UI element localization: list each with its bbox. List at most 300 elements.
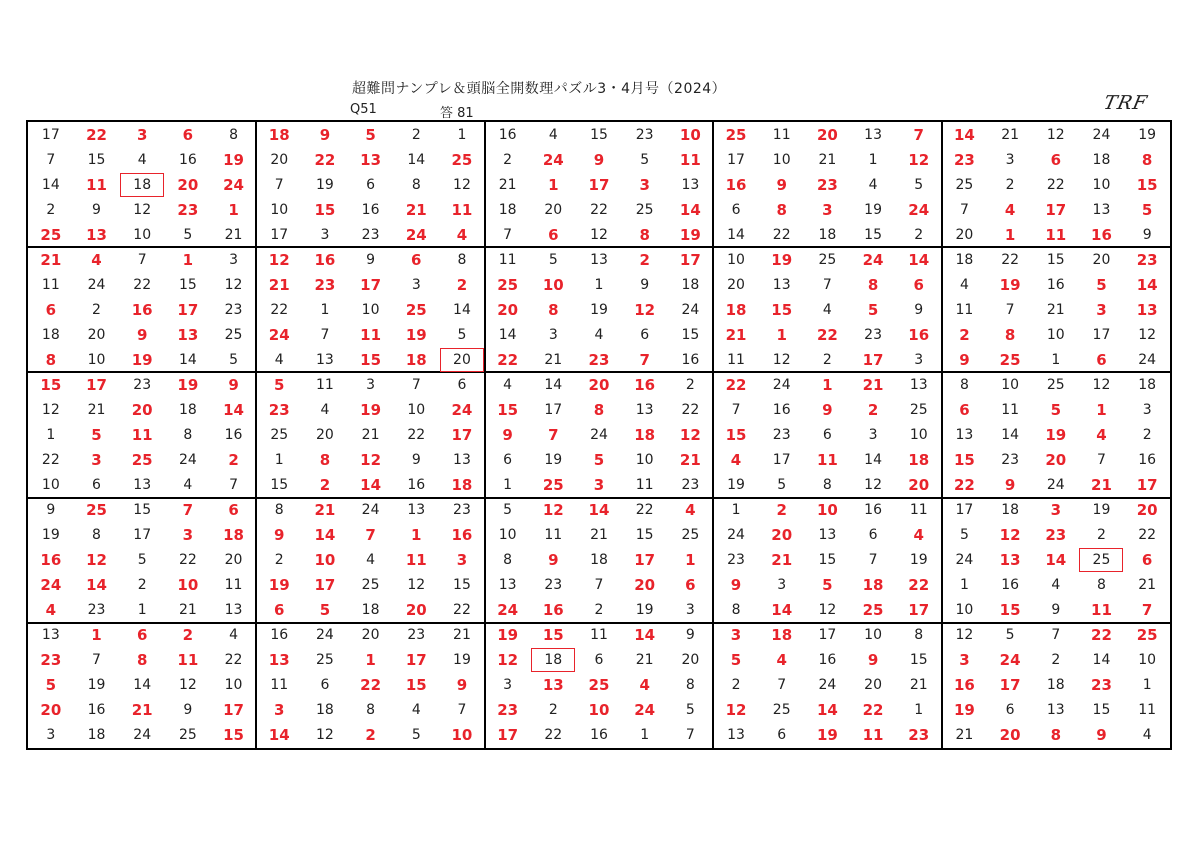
grid-cell: 2	[1142, 426, 1152, 443]
grid-cell: 11	[590, 627, 608, 644]
grid-cell: 2	[867, 400, 879, 419]
grid-cell: 9	[1051, 602, 1061, 619]
grid-cell: 23	[177, 200, 199, 219]
grid-cell: 21	[87, 401, 106, 418]
grid-cell: 3	[274, 701, 285, 720]
grid-cell: 25	[224, 326, 243, 343]
grid-cell: 25	[955, 176, 974, 193]
grid-cell: 7	[913, 125, 924, 144]
grid-cell: 13	[316, 351, 334, 368]
grid-cell: 10	[1138, 652, 1157, 669]
grid-cell: 12	[1092, 376, 1111, 393]
grid-cell: 4	[548, 126, 558, 143]
grid-cell: 6	[1096, 350, 1107, 369]
grid-cell: 18	[634, 425, 656, 444]
grid-cell: 2	[1097, 527, 1106, 544]
grid-cell: 13	[177, 325, 199, 344]
grid-cell: 14	[268, 726, 290, 745]
grid-cell: 9	[914, 301, 924, 318]
grid-cell: 24	[40, 576, 62, 595]
grid-cell: 11	[270, 677, 289, 694]
grid-cell: 10	[87, 351, 106, 368]
grid-cell: 4	[1142, 727, 1152, 744]
grid-cell: 12	[999, 526, 1021, 545]
grid-cell: 22	[862, 701, 884, 720]
grid-cell: 19	[360, 400, 382, 419]
grid-cell: 25	[542, 476, 564, 495]
grid-cell: 16	[772, 401, 791, 418]
grid-cell: 14	[314, 526, 336, 545]
grid-cell: 7	[685, 727, 695, 744]
grid-cell: 8	[274, 502, 284, 519]
grid-cell: 18	[41, 326, 60, 343]
grid-cell: 12	[955, 627, 974, 644]
grid-cell: 23	[1001, 452, 1020, 469]
grid-cell: 3	[229, 251, 239, 268]
grid-cell: 1	[1004, 225, 1016, 244]
grid-cell: 3	[1096, 300, 1107, 319]
grid-cell: 23	[497, 701, 519, 720]
grid-cell: 24	[497, 601, 519, 620]
grid-cell: 5	[822, 576, 833, 595]
grid-cell: 19	[497, 626, 519, 645]
grid-cell: 9	[456, 676, 468, 695]
grid-cell: 21	[131, 701, 153, 720]
grid-cell: 3	[136, 125, 148, 144]
grid-cell: 14	[360, 476, 382, 495]
grid-cell: 16	[407, 477, 426, 494]
grid-cell: 25	[178, 727, 197, 744]
grid-cell: 4	[776, 651, 787, 670]
grid-cell: 4	[868, 176, 878, 193]
grid-cell: 6	[731, 201, 741, 218]
grid-cell: 22	[1091, 626, 1112, 645]
grid-cell: 1	[959, 577, 969, 594]
grid-cell: 15	[1046, 251, 1065, 268]
grid-cell: 21	[498, 176, 517, 193]
grid-cell: 6	[228, 501, 239, 520]
sudoku-board	[26, 120, 1172, 750]
grid-cell: 25	[1079, 548, 1125, 573]
grid-cell: 3	[182, 526, 194, 545]
grid-cell: 9	[228, 375, 239, 394]
grid-cell: 13	[360, 150, 382, 169]
grid-cell: 12	[360, 451, 382, 470]
grid-cell: 7	[777, 677, 787, 694]
grid-cell: 4	[822, 301, 832, 318]
grid-cell: 12	[1046, 126, 1065, 143]
grid-cell: 5	[411, 727, 421, 744]
grid-cell: 19	[1138, 126, 1157, 143]
grid-cell: 10	[1092, 176, 1111, 193]
grid-cell: 2	[1005, 176, 1015, 193]
grid-cell: 1	[640, 727, 650, 744]
grid-cell: 8	[319, 451, 331, 470]
grid-cell: 17	[41, 126, 60, 143]
grid-cell: 23	[544, 577, 563, 594]
grid-cell: 7	[457, 702, 467, 719]
grid-cell: 24	[223, 175, 244, 194]
grid-cell: 21	[361, 426, 380, 443]
grid-cell: 20	[999, 726, 1021, 745]
grid-cell: 25	[725, 125, 747, 144]
grid-cell: 17	[862, 350, 884, 369]
grid-cell: 7	[1051, 627, 1061, 644]
grid-cell: 21	[725, 325, 747, 344]
grid-cell: 19	[590, 301, 608, 318]
grid-cell: 14	[544, 376, 563, 393]
grid-cell: 6	[411, 250, 422, 269]
grid-cell: 14	[679, 200, 701, 219]
grid-cell: 23	[864, 326, 882, 343]
grid-cell: 22	[270, 301, 289, 318]
grid-cell: 22	[681, 401, 700, 418]
grid-cell: 7	[46, 151, 56, 168]
grid-cell: 12	[679, 425, 701, 444]
grid-cell: 12	[590, 226, 608, 243]
grid-cell: 16	[1046, 276, 1065, 293]
grid-cell: 22	[953, 476, 975, 495]
grid-cell: 14	[41, 176, 60, 193]
grid-cell: 15	[405, 676, 427, 695]
grid-cell: 20	[1136, 501, 1158, 520]
grid-cell: 6	[45, 300, 57, 319]
grid-cell: 1	[320, 301, 330, 318]
grid-cell: 1	[1142, 677, 1152, 694]
grid-cell: 23	[635, 126, 654, 143]
grid-cell: 20	[270, 151, 289, 168]
grid-cell: 11	[451, 200, 473, 219]
grid-cell: 25	[818, 251, 837, 268]
grid-cell: 5	[593, 451, 605, 470]
grid-cell: 21	[224, 226, 243, 243]
grid-cell: 10	[1001, 376, 1020, 393]
grid-cell: 23	[407, 627, 426, 644]
grid-cell: 19	[953, 701, 975, 720]
grid-cell: 8	[366, 702, 376, 719]
grid-cell: 25	[635, 201, 654, 218]
grid-cell: 12	[86, 551, 107, 570]
grid-cell: 23	[1045, 526, 1067, 545]
grid-cell: 20	[588, 375, 610, 394]
grid-cell: 7	[274, 176, 284, 193]
grid-cell: 18	[955, 251, 974, 268]
grid-cell: 1	[182, 250, 194, 269]
grid-cell: 6	[274, 601, 285, 620]
grid-cell: 17	[223, 701, 244, 720]
grid-cell: 4	[366, 552, 376, 569]
grid-cell: 25	[588, 676, 610, 695]
grid-cell: 13	[727, 727, 745, 744]
grid-cell: 8	[639, 225, 650, 244]
grid-cell: 24	[133, 727, 152, 744]
grid-cell: 12	[772, 351, 791, 368]
grid-cell: 15	[1136, 175, 1158, 194]
grid-cell: 16	[1001, 577, 1020, 594]
grid-cell: 23	[224, 301, 243, 318]
grid-cell: 21	[1138, 577, 1157, 594]
grid-cell: 8	[411, 176, 421, 193]
grid-cell: 19	[1045, 425, 1067, 444]
grid-cell: 12	[453, 176, 471, 193]
grid-cell: 7	[1005, 301, 1015, 318]
grid-cell: 19	[1092, 502, 1111, 519]
grid-cell: 11	[816, 451, 838, 470]
grid-cell: 5	[365, 125, 376, 144]
grid-cell: 20	[316, 426, 334, 443]
grid-cell: 17	[1045, 200, 1067, 219]
grid-cell: 22	[407, 426, 426, 443]
grid-cell: 13	[909, 376, 928, 393]
grid-cell: 13	[772, 276, 791, 293]
grid-cell: 10	[498, 527, 517, 544]
grid-cell: 10	[1046, 326, 1065, 343]
grid-cell: 21	[862, 375, 884, 394]
grid-cell: 10	[909, 426, 928, 443]
grid-cell: 21	[679, 451, 701, 470]
grid-cell: 20	[816, 125, 838, 144]
grid-cell: 6	[777, 727, 787, 744]
grid-cell: 14	[1136, 275, 1158, 294]
grid-cell: 10	[864, 627, 882, 644]
grid-cell: 17	[999, 676, 1021, 695]
grid-cell: 2	[365, 726, 376, 745]
grid-cell: 24	[999, 651, 1021, 670]
grid-cell: 24	[361, 502, 380, 519]
grid-cell: 15	[360, 350, 382, 369]
grid-cell: 10	[361, 301, 380, 318]
grid-cell: 18	[361, 602, 380, 619]
grid-cell: 22	[725, 375, 747, 394]
grid-cell: 15	[87, 151, 106, 168]
grid-cell: 2	[137, 577, 147, 594]
grid-cell: 5	[685, 702, 695, 719]
grid-cell: 1	[228, 200, 239, 219]
grid-cell: 8	[548, 300, 559, 319]
grid-cell: 6	[822, 426, 832, 443]
grid-cell: 4	[959, 276, 969, 293]
grid-cell: 14	[588, 501, 610, 520]
grid-cell: 12	[497, 651, 519, 670]
grid-cell: 16	[131, 300, 153, 319]
grid-cell: 22	[635, 502, 654, 519]
grid-cell: 15	[999, 601, 1021, 620]
grid-cell: 11	[909, 502, 928, 519]
grid-cell: 3	[1142, 401, 1152, 418]
grid-cell: 7	[320, 326, 330, 343]
grid-cell: 17	[314, 576, 336, 595]
grid-cell: 7	[822, 276, 832, 293]
grid-cell: 23	[268, 400, 290, 419]
grid-cell: 11	[1001, 401, 1020, 418]
grid-cell: 18	[1092, 151, 1111, 168]
grid-cell: 22	[590, 201, 608, 218]
grid-cell: 12	[818, 602, 837, 619]
grid-cell: 18	[316, 702, 334, 719]
grid-cell: 3	[822, 200, 833, 219]
grid-cell: 14	[178, 351, 197, 368]
grid-cell: 10	[816, 501, 838, 520]
grid-cell: 18	[268, 125, 290, 144]
signature: TRF	[1101, 92, 1150, 114]
grid-cell: 18	[530, 648, 576, 673]
grid-cell: 5	[45, 676, 57, 695]
grid-cell: 6	[959, 400, 970, 419]
grid-cell: 5	[319, 601, 331, 620]
grid-cell: 7	[92, 652, 101, 669]
grid-cell: 3	[411, 276, 421, 293]
grid-cell: 7	[137, 251, 147, 268]
grid-cell: 21	[635, 652, 654, 669]
grid-cell: 13	[635, 401, 654, 418]
grid-cell: 12	[864, 477, 882, 494]
grid-cell: 22	[360, 676, 382, 695]
grid-cell: 24	[316, 627, 334, 644]
grid-cell: 5	[1005, 627, 1015, 644]
grid-cell: 11	[635, 477, 654, 494]
grid-cell: 13	[818, 527, 837, 544]
grid-cell: 24	[542, 150, 564, 169]
grid-cell: 19	[131, 350, 153, 369]
grid-cell: 1	[548, 175, 559, 194]
grid-cell: 13	[1092, 201, 1111, 218]
grid-cell: 17	[679, 250, 701, 269]
grid-cell: 10	[133, 226, 152, 243]
grid-cell: 21	[268, 275, 290, 294]
grid-cell: 20	[497, 300, 519, 319]
grid-cell: 1	[91, 626, 102, 645]
grid-cell: 25	[862, 601, 884, 620]
grid-cell: 4	[91, 250, 102, 269]
grid-cell: 14	[953, 125, 975, 144]
grid-cell: 18	[771, 626, 793, 645]
grid-cell: 18	[590, 552, 608, 569]
grid-cell: 20	[177, 175, 199, 194]
grid-cell: 16	[864, 502, 882, 519]
grid-cell: 8	[1141, 150, 1153, 169]
grid-cell: 16	[498, 126, 517, 143]
grid-cell: 17	[1136, 476, 1158, 495]
grid-cell: 16	[314, 250, 336, 269]
grid-cell: 20	[405, 601, 427, 620]
grid-cell: 7	[548, 425, 559, 444]
grid-cell: 24	[1046, 477, 1065, 494]
grid-cell: 13	[999, 551, 1021, 570]
grid-cell: 15	[178, 276, 197, 293]
grid-cell: 18	[178, 401, 197, 418]
grid-cell: 9	[502, 425, 513, 444]
grid-cell: 20	[544, 201, 563, 218]
grid-cell: 2	[594, 602, 604, 619]
grid-cell: 8	[45, 350, 57, 369]
grid-cell: 6	[136, 626, 148, 645]
grid-cell: 25	[772, 702, 791, 719]
grid-cell: 20	[439, 347, 485, 372]
grid-cell: 20	[131, 400, 153, 419]
grid-cell: 9	[319, 125, 331, 144]
grid-cell: 1	[822, 375, 833, 394]
grid-cell: 8	[685, 677, 695, 694]
grid-cell: 20	[361, 627, 380, 644]
grid-cell: 23	[453, 502, 471, 519]
grid-cell: 21	[909, 677, 928, 694]
grid-cell: 7	[1097, 452, 1106, 469]
grid-cell: 12	[133, 201, 152, 218]
grid-cell: 1	[137, 602, 147, 619]
grid-cell: 9	[366, 251, 376, 268]
grid-cell: 20	[634, 576, 656, 595]
grid-cell: 8	[776, 200, 787, 219]
grid-cell: 25	[1136, 626, 1158, 645]
grid-cell: 8	[867, 275, 879, 294]
grid-cell: 9	[640, 276, 650, 293]
grid-cell: 20	[955, 226, 974, 243]
grid-cell: 23	[1091, 676, 1112, 695]
grid-cell: 16	[953, 676, 975, 695]
grid-cell: 18	[223, 526, 244, 545]
grid-cell: 1	[868, 151, 878, 168]
grid-cell: 3	[456, 551, 468, 570]
grid-cell: 6	[92, 477, 101, 494]
grid-cell: 3	[46, 727, 56, 744]
grid-cell: 3	[366, 376, 376, 393]
grid-cell: 20	[87, 326, 106, 343]
grid-cell: 2	[1051, 652, 1061, 669]
grid-cell: 8	[1097, 577, 1106, 594]
grid-cell: 8	[183, 426, 193, 443]
grid-cell: 24	[681, 301, 700, 318]
grid-cell: 7	[868, 552, 878, 569]
grid-cell: 14	[86, 576, 107, 595]
grid-cell: 11	[498, 251, 517, 268]
grid-cell: 4	[913, 526, 924, 545]
grid-cell: 1	[457, 126, 467, 143]
grid-cell: 14	[908, 250, 930, 269]
grid-cell: 11	[772, 126, 791, 143]
grid-cell: 15	[40, 375, 62, 394]
grid-cell: 6	[366, 176, 376, 193]
grid-cell: 24	[772, 376, 791, 393]
grid-cell: 6	[503, 452, 513, 469]
grid-cell: 2	[822, 351, 832, 368]
grid-cell: 9	[46, 502, 56, 519]
grid-cell: 19	[727, 477, 745, 494]
grid-cell: 9	[274, 526, 285, 545]
grid-cell: 14	[133, 677, 152, 694]
grid-cell: 17	[177, 300, 199, 319]
grid-cell: 12	[634, 300, 656, 319]
grid-cell: 7	[731, 401, 741, 418]
question-number: Q51	[350, 102, 377, 117]
grid-cell: 20	[1045, 451, 1067, 470]
grid-cell: 6	[1005, 702, 1015, 719]
grid-cell: 22	[544, 727, 563, 744]
grid-cell: 15	[453, 577, 471, 594]
grid-cell: 22	[1138, 527, 1157, 544]
grid-cell: 15	[953, 451, 975, 470]
grid-cell: 1	[914, 702, 924, 719]
grid-cell: 15	[590, 126, 608, 143]
grid-cell: 17	[908, 601, 930, 620]
grid-cell: 11	[224, 577, 243, 594]
grid-cell: 2	[776, 501, 787, 520]
grid-cell: 25	[681, 527, 700, 544]
grid-cell: 15	[864, 226, 882, 243]
grid-cell: 15	[725, 425, 747, 444]
grid-cell: 11	[131, 425, 153, 444]
grid-cell: 24	[87, 276, 106, 293]
grid-cell: 21	[40, 250, 62, 269]
